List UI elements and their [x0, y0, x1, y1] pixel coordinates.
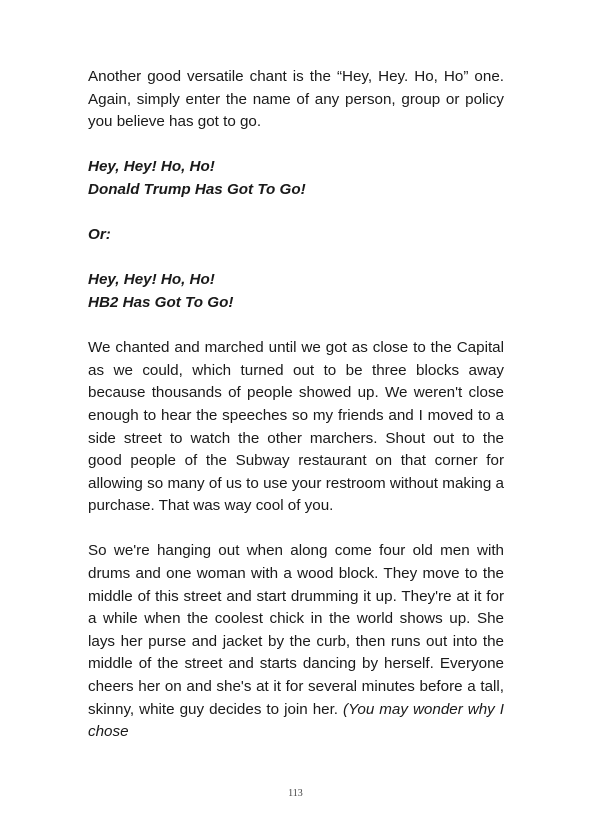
chant-hb2-line-2: HB2 Has Got To Go!: [88, 293, 234, 311]
page-number: 113: [288, 788, 303, 799]
chant-trump-line-2: Donald Trump Has Got To Go!: [88, 180, 306, 198]
paragraph-marching: We chanted and marched until we got as close to the Capital as we could, which turned out to be three blocks away because thousands of people showed up. We weren't close enough to hear the speeches so my friends and I moved to a side street to watch the other marchers. Shout out to the good people of the Subway restaurant on that corner for allowing so many of us to use your restroom without making a purchase. That was way cool of you.: [88, 339, 504, 515]
chant-trump-line-1: Hey, Hey! Ho, Ho!: [88, 158, 215, 176]
paragraph-dancing-text: So we're hanging out when along come four old men with drums and one woman with a wood block. They move to the middle of this street and start drumming it up. They're at it for a while when the coolest chick in the world shows up. She lays her purse and jacket by the curb, then runs out into the middle of the street and starts dancing by herself. Everyone cheers her on and she's at it for several minutes before a tall, skinny, white guy decides to join her.: [88, 542, 504, 718]
chant-hb2: [88, 269, 504, 314]
paragraph-dancing: [88, 540, 504, 743]
paragraph-chant-intro: Another good versatile chant is the “Hey, Hey. Ho, Ho” one. Again, simply enter the name of any person, group or policy you believe has got to go.: [88, 68, 504, 131]
page-body: [88, 66, 504, 766]
or-label: Or:: [88, 226, 111, 244]
paragraph-dancing-aside: (You may wonder why I chose: [88, 700, 504, 741]
chant-hb2-line-1: Hey, Hey! Ho, Ho!: [88, 271, 215, 289]
chant-trump: [88, 156, 504, 201]
